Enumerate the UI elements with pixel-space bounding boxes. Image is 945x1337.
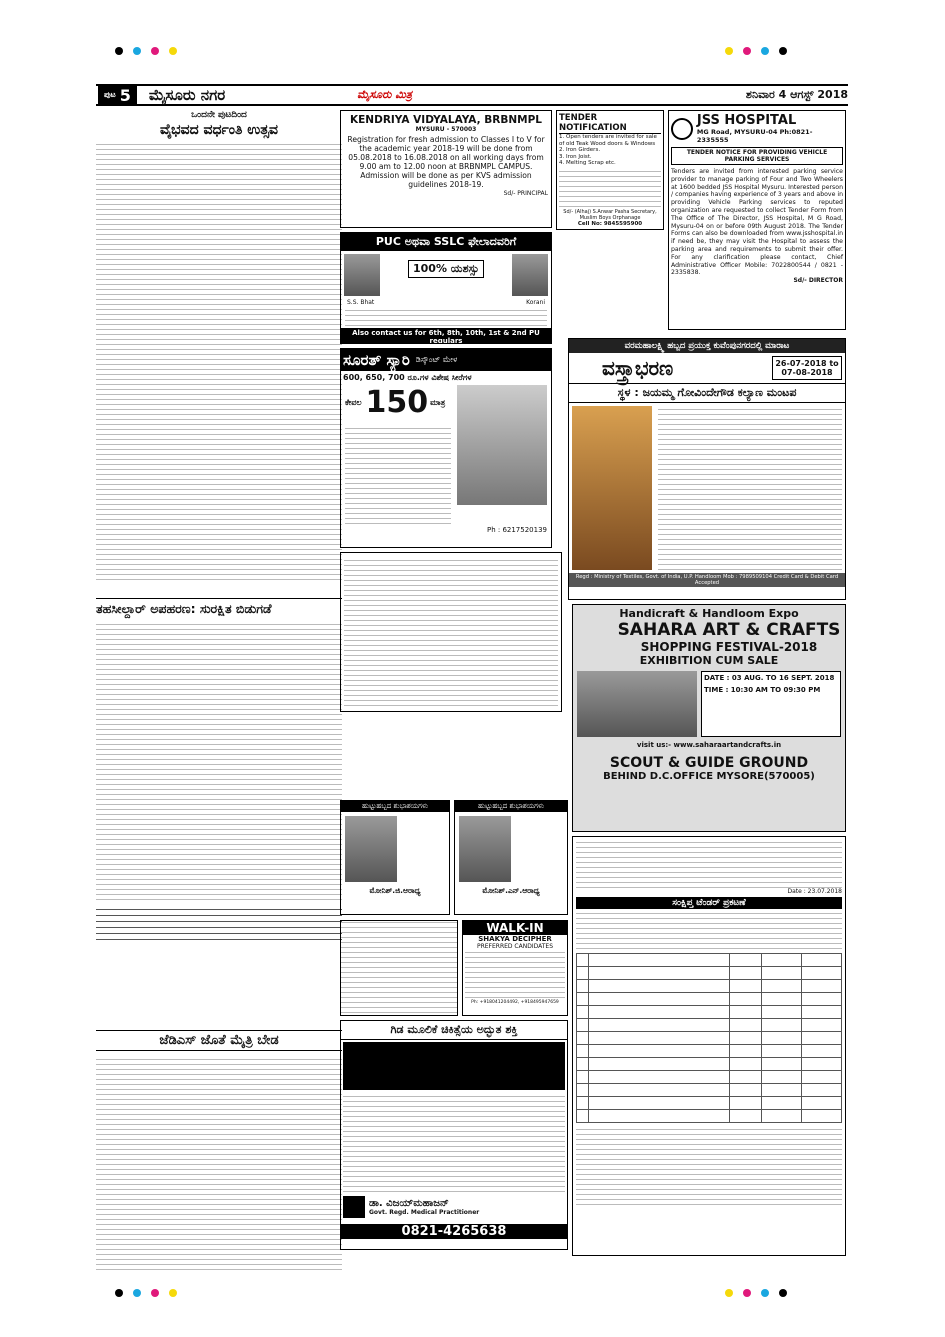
article-body: [96, 140, 342, 580]
tender-item: 3. Iron Joist.: [559, 153, 592, 160]
notice-body: [344, 556, 558, 706]
tender-item: 1. Open tenders are invited for sale of old Teak Wood doors & Windows: [559, 134, 657, 147]
saree-phone: Ph : 6217520139: [486, 526, 547, 534]
tender-item: 4. Melting Scrap etc.: [559, 160, 616, 166]
sahara-festival: SHOPPING FESTIVAL-2018: [640, 640, 818, 654]
model-photo: [572, 406, 652, 570]
herbal-details: [343, 1092, 565, 1192]
article-headline: ತಹಸೀಲ್ದಾರ್ ಅಪಹರಣ: ಸುರಕ್ಷಿತ ಬಿಡುಗಡೆ: [96, 598, 342, 617]
herbal-phone: 0821-4265638: [341, 1224, 567, 1239]
sahara-venue: SCOUT & GUIDE GROUND: [609, 755, 809, 771]
tender-sign: Sd/- (Alhaj) S.Anwar Pasha Secretary, Muslim Boys Orphanage: [563, 208, 657, 221]
page-header: [96, 84, 848, 106]
ad-birthday-1: [340, 800, 450, 915]
ad-title: WALK-IN: [463, 921, 567, 935]
article-jds: [96, 1030, 342, 1270]
greeting-name: ಮೋನಿಶ್.ಜಿ.ಆರಾಧ್ಯ: [369, 886, 421, 895]
masthead-logo: ಮೈಸೂರು ಮಿತ್ರ: [357, 88, 413, 101]
ad-title: KENDRIYA VIDYALAYA, BRBNMPL: [350, 114, 542, 126]
saree-list: [345, 424, 451, 524]
child-photo: [459, 816, 511, 882]
tender-title: ಸಂಕ್ಷಿಪ್ತ ಟೆಂಡರ್ ಪ್ರಕಟಣೆ: [576, 897, 842, 909]
sahara-website: visit us:- www.saharaartandcrafts.in: [636, 741, 782, 749]
herbal-banner: [343, 1042, 565, 1090]
ad-title: JSS HOSPITAL: [696, 113, 797, 128]
sahara-sale: EXHIBITION CUM SALE: [639, 654, 779, 667]
ad-kendriya-vidyalaya: [340, 110, 552, 228]
crafts-photo: [577, 671, 697, 737]
ad-herbal-medicine: [340, 1020, 568, 1250]
walkin-role: PREFERRED CANDIDATES: [476, 943, 554, 950]
page-number-badge: [98, 86, 137, 104]
greeting-title: ಹುಟ್ಟುಹಬ್ಬದ ಶುಭಾಶಯಗಳು: [341, 801, 449, 812]
tender-details: [559, 169, 661, 207]
article-body: [96, 620, 342, 900]
ad-title: ಗಿಡ ಮೂಲಿಕೆ ಚಿಕಿತ್ಸೆಯ ಅದ್ಭುತ ಶಕ್ತಿ: [341, 1021, 567, 1040]
vastra-dates: 26-07-2018 to 07-08-2018: [772, 356, 842, 380]
tender-item: 2. Iron Girders.: [559, 147, 601, 153]
article-tahsildar: [96, 598, 342, 928]
sahara-time: TIME : 10:30 AM TO 09:30 PM: [704, 686, 821, 694]
walkin-details: [465, 952, 565, 998]
ad-tender-notification: [556, 110, 664, 230]
tender-announcement: [572, 836, 846, 1256]
page-label: ಪುಟ: [104, 90, 116, 99]
article-headline: ವೈಭವದ ವರ್ಧಂತಿ ಉತ್ಸವ: [160, 122, 278, 138]
sahara-top: Handicraft & Handloom Expo: [619, 607, 799, 620]
puc-contact: Also contact us for 6th, 8th, 10th, 1st & 2nd PU regulars: [341, 328, 551, 344]
doctor-name: ಡಾ. ವಿಜಯ್‌ಮಹಾಜನ್: [369, 1198, 449, 1209]
ad-mitra-notice: [340, 920, 458, 1016]
public-notice: [340, 552, 562, 712]
ad-subtitle: MYSURU - 570003: [415, 126, 477, 133]
walkin-company: SHAKYA DECIPHER: [478, 935, 552, 943]
ad-jss-hospital: [668, 110, 846, 330]
registration-dots-bottom: [110, 1282, 182, 1301]
ad-body: Registration for fresh admission to Classes I to V for the academic year 2018-19 will be done from 05.08.2018 to 16.08.2018 on all working days from 9.00 am to 12.00 noon at BRBNMPL CAMPUS. Admission will be done as per KVS admission guidelines 2018-19.: [347, 135, 545, 189]
article-vardhanti: [96, 110, 342, 595]
doctor-sub: Govt. Regd. Medical Practitioner: [369, 1209, 480, 1216]
model-photo: [457, 385, 547, 505]
sahara-date: DATE : 03 AUG. TO 16 SEPT. 2018: [704, 674, 835, 682]
vastra-footer: Regd : Ministry of Textiles, Govt. of India, U.P. Handloom Mob : 7989509104 Credit Card & Debit Card Accepted: [569, 573, 845, 587]
jss-header: [671, 113, 843, 144]
ad-sign: Sd/- PRINCIPAL: [503, 190, 548, 197]
registration-dots-top-right: [720, 40, 792, 59]
tender-footer: [576, 1127, 842, 1205]
tender-date: Date : 23.07.2018: [787, 888, 842, 895]
ad-vastrabharana: [568, 338, 846, 600]
medical-cross-icon: [343, 1196, 365, 1218]
child-photo: [345, 816, 397, 882]
section-title: ಮೈಸೂರು ನಗರ: [148, 86, 226, 104]
teacher-name: S.S. Bhat: [347, 299, 375, 306]
notice-body: [341, 921, 457, 1013]
vastra-venue: ಸ್ಥಳ : ಜಯಮ್ಮ ಗೋವಿಂದೇಗೌಡ ಕಲ್ಯಾಣ ಮಂಟಪ: [569, 383, 845, 403]
tender-intro: [576, 911, 842, 949]
ad-sahara-expo: [572, 604, 846, 832]
puc-address: [345, 308, 547, 326]
ad-title: ವಸ್ತ್ರಾಭರಣ: [602, 356, 674, 380]
sahara-title: SAHARA ART & CRAFTS: [617, 620, 841, 640]
saree-unit: ಮಾತ್ರ: [430, 397, 446, 407]
article-headline: ಜೆಡಿಎಸ್ ಜೊತೆ ಮೈತ್ರಿ ಬೇಡ: [96, 1030, 342, 1051]
greeting-title: ಹುಟ್ಟುಹಬ್ಬದ ಶುಭಾಶಯಗಳು: [455, 801, 567, 812]
ad-tag: ಡಿಸ್ಕೌಂಟ್ ಮೇಳ: [415, 355, 458, 364]
ad-title: TENDER NOTIFICATION: [559, 113, 661, 134]
ad-title: PUC ಅಥವಾ SSLC ಫೇಲಾದವರಿಗೆ: [341, 233, 551, 251]
ad-title: ಸೂರತ್ ಸ್ಯಾರಿ: [343, 351, 410, 369]
ad-walk-in: [462, 920, 568, 1016]
saree-price: 150: [365, 385, 429, 420]
saree-prices: 600, 650, 700 ರೂ.ಗಳ ವಿಶೇಷ ಸೀರೆಗಳ: [343, 373, 472, 382]
tender-table: [576, 953, 842, 1123]
vastra-topline: ವರಮಹಾಲಕ್ಷ್ಮಿ ಹಬ್ಬದ ಪ್ರಯುಕ್ತ ಕುವೆಂಪುನಗರದಲ್ಲಿ ಮಾರಾಟ: [569, 339, 845, 353]
ad-subtitle: MG Road, MYSURU-04 Ph:0821-2335555: [696, 128, 813, 144]
tender-cell: Cell No: 9845595900: [577, 220, 643, 227]
greeting-name: ಮೋನಿಶ್.ಎನ್.ಆರಾಧ್ಯ: [482, 886, 540, 895]
ad-birthday-2: [454, 800, 568, 915]
article-kicker: ಒಂದನೇ ಪುಟದಿಂದ: [191, 110, 247, 120]
issue-date: ಶನಿವಾರ 4 ಆಗಸ್ಟ್ 2018: [745, 88, 848, 101]
tender-header: [576, 840, 842, 888]
vastra-details: [658, 406, 842, 570]
pull-quote: [96, 904, 342, 940]
ad-body: Tenders are invited from interested parking service provider to manage parking of Four and Two Wheelers at 1600 bedded JSS Hospital Mysuru. Interested person / companies having experience of 3 years and above in providing Vehicle Parking services to reputed organization are requested to collect Tender Form from The Office of The Director, JSS Hospital, M G Road, Mysuru-04 on or before 09th August 2018. The Tender Forms can also be downloaded from www.jsshospital.in if need be, they may visit the Hospital to assess the parking area and requirements to submit their offer. For any clarification please contact, Chief Administrative Officer Mobile: 7022800544 / 0821 - 2335838.: [671, 168, 843, 277]
article-body: [96, 1055, 342, 1270]
teacher-photo: [344, 254, 380, 296]
teacher-name: Korani: [526, 299, 545, 306]
walkin-phone: Ph: +918041204492, +918495947659: [471, 1000, 559, 1005]
puc-result: 100% ಯಶಸ್ಸು: [408, 260, 484, 278]
ad-sign: Sd/- DIRECTOR: [793, 277, 843, 285]
registration-dots-bottom-right: [720, 1282, 792, 1301]
registration-dots-top: [110, 40, 182, 59]
sahara-venue-detail: BEHIND D.C.OFFICE MYSORE(570005): [603, 771, 815, 782]
ad-puc-coaching: [340, 232, 552, 344]
jss-notice-title: TENDER NOTICE FOR PROVIDING VEHICLE PARKING SERVICES: [671, 147, 843, 165]
page-number: 5: [119, 85, 131, 105]
teacher-photo: [512, 254, 548, 296]
saree-only: ಕೇವಲ: [345, 397, 362, 407]
ad-surat-saree: [340, 348, 552, 548]
jss-logo-icon: [671, 118, 693, 140]
